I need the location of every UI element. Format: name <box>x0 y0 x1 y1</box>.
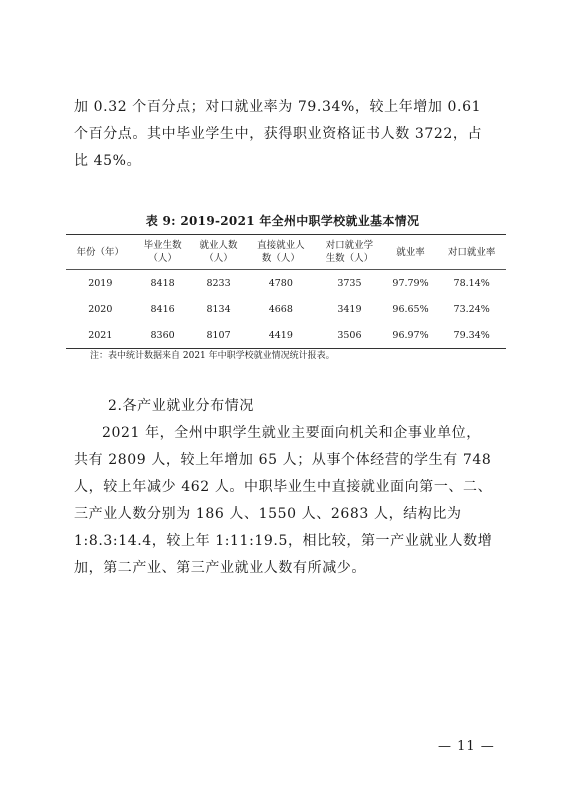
header-year: 年份（年） <box>76 246 125 258</box>
paragraph-intro: 加 0.32 个百分点；对口就业率为 79.34%，较上年增加 0.61 个百分点。其中毕业学生中，获得职业资格证书人数 3722，占比 45%。 <box>74 99 483 169</box>
table-header-row <box>66 235 506 270</box>
table-cell: 8360 <box>150 329 175 341</box>
table-note: 注：表中统计数据来自 2021 年中职学校就业情况统计报表。 <box>90 351 335 361</box>
table-cell: 4668 <box>268 303 293 315</box>
table-cell: 79.34% <box>453 329 490 341</box>
table-row <box>66 322 506 349</box>
section-heading: 2.各产业就业分布情况 <box>108 398 254 414</box>
employment-table <box>66 234 506 349</box>
table-cell: 8134 <box>206 303 231 315</box>
table-cell: 8107 <box>206 329 231 341</box>
header-direct-employment: 直接就业人 数（人） <box>257 240 305 264</box>
table-row <box>66 296 506 322</box>
table-cell: 2020 <box>88 303 113 315</box>
table-row <box>66 270 506 297</box>
table-cell: 97.79% <box>392 277 429 289</box>
table-cell: 8418 <box>150 277 175 289</box>
table-cell: 2019 <box>88 277 113 289</box>
paragraph-industry-distribution: 2021 年，全州中职学生就业主要面向机关和企事业单位，共有 2809 人，较上年增加 65 人；从事个体经营的学生有 748 人，较上年减少 462 人。中职毕业生中直接就业面向第一、二、三产业人数分别为 186 人、1550 人、2683 人，结构比为 1:8.3:14.4，较上年 1:11:19.5，相比较，第一产业就业人数增加，第二产业、第三产业就业人数有所减少。 <box>74 425 493 576</box>
table-cell: 3735 <box>337 277 362 289</box>
header-matched-rate: 对口就业率 <box>447 246 496 258</box>
table-caption: 表 9: 2019-2021 年全州中职学校就业基本情况 <box>145 214 420 228</box>
table-cell: 4780 <box>268 277 293 289</box>
table-cell: 3506 <box>337 329 362 341</box>
employment-table-container <box>66 234 506 349</box>
table-cell: 8233 <box>206 277 231 289</box>
header-employment-rate: 就业率 <box>396 246 425 258</box>
table-cell: 73.24% <box>453 303 490 315</box>
table-cell: 3419 <box>337 303 362 315</box>
header-graduates: 毕业生数 （人） <box>143 240 182 264</box>
table-cell: 96.65% <box>392 303 429 315</box>
table-cell: 8416 <box>150 303 175 315</box>
table-cell: 78.14% <box>453 277 490 289</box>
table-cell: 2021 <box>88 329 113 341</box>
table-cell: 96.97% <box>392 329 429 341</box>
table-cell: 4419 <box>268 329 293 341</box>
page-number: — 11 — <box>438 739 495 754</box>
header-employed: 就业人数 （人） <box>199 240 238 264</box>
header-matched-employment: 对口就业学 生数（人） <box>325 240 374 264</box>
